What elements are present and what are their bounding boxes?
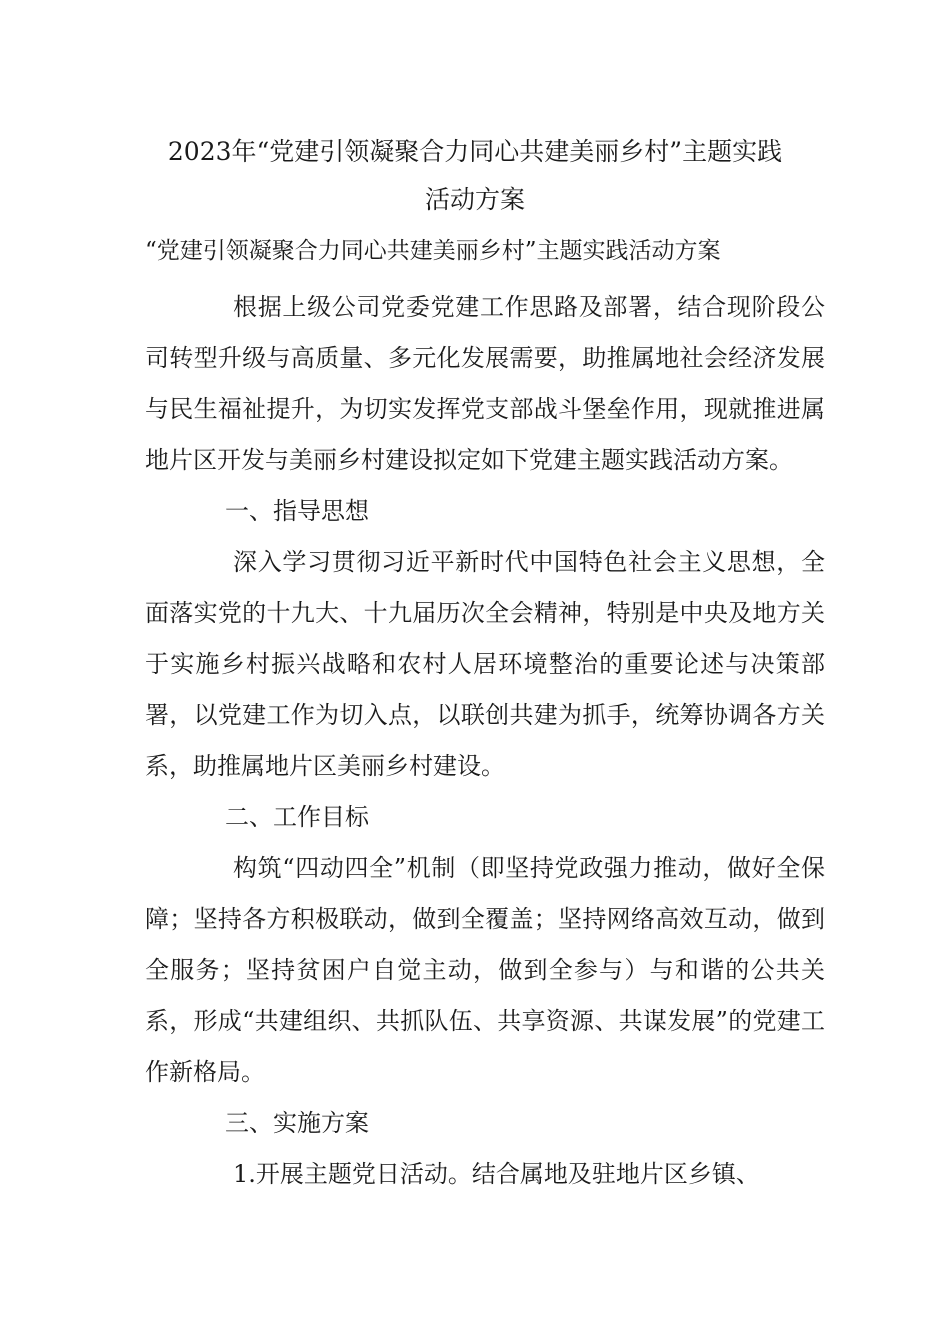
intro-paragraph: 根据上级公司党委党建工作思路及部署，结合现阶段公司转型升级与高质量、多元化发展需要，助推属地社会经济发展与民生福祉提升，为切实发挥党支部战斗堡垒作用，现就推进属地片区开发与美丽乡村建设拟定如下党建主题实践活动方案。 — [145, 293, 825, 474]
section-paragraph-guiding-thought: 深入学习贯彻习近平新时代中国特色社会主义思想，全面落实党的十九大、十九届历次全会精神，特别是中央及地方关于实施乡村振兴战略和农村人居环境整治的重要论述与决策部署，以党建工作为切入点，以联创共建为抓手，统筹协调各方关系，助推属地片区美丽乡村建设。 — [145, 548, 825, 780]
document-title-line-2: 活动方案 — [424, 185, 525, 214]
section-heading-implementation-plan: 三、实施方案 — [225, 1109, 369, 1137]
section-paragraph-implementation-plan: 1.开展主题党日活动。结合属地及驻地片区乡镇、 — [233, 1160, 760, 1188]
section-heading-guiding-thought: 一、指导思想 — [225, 497, 369, 525]
document-subtitle: “党建引领凝聚合力同心共建美丽乡村”主题实践活动方案 — [145, 238, 721, 264]
section-paragraph-work-goals: 构筑“四动四全”机制（即坚持党政强力推动，做好全保障；坚持各方积极联动，做到全覆盖；坚持网络高效互动，做到全服务；坚持贫困户自觉主动，做到全参与）与和谐的公共关系，形成“共建组织、共抓队伍、共享资源、共谋发展”的党建工作新格局。 — [145, 854, 825, 1086]
section-heading-work-goals: 二、工作目标 — [225, 803, 369, 831]
document-title-line-1: 2023年“党建引领凝聚合力同心共建美丽乡村”主题实践 — [167, 137, 783, 166]
document-body — [145, 282, 825, 1200]
